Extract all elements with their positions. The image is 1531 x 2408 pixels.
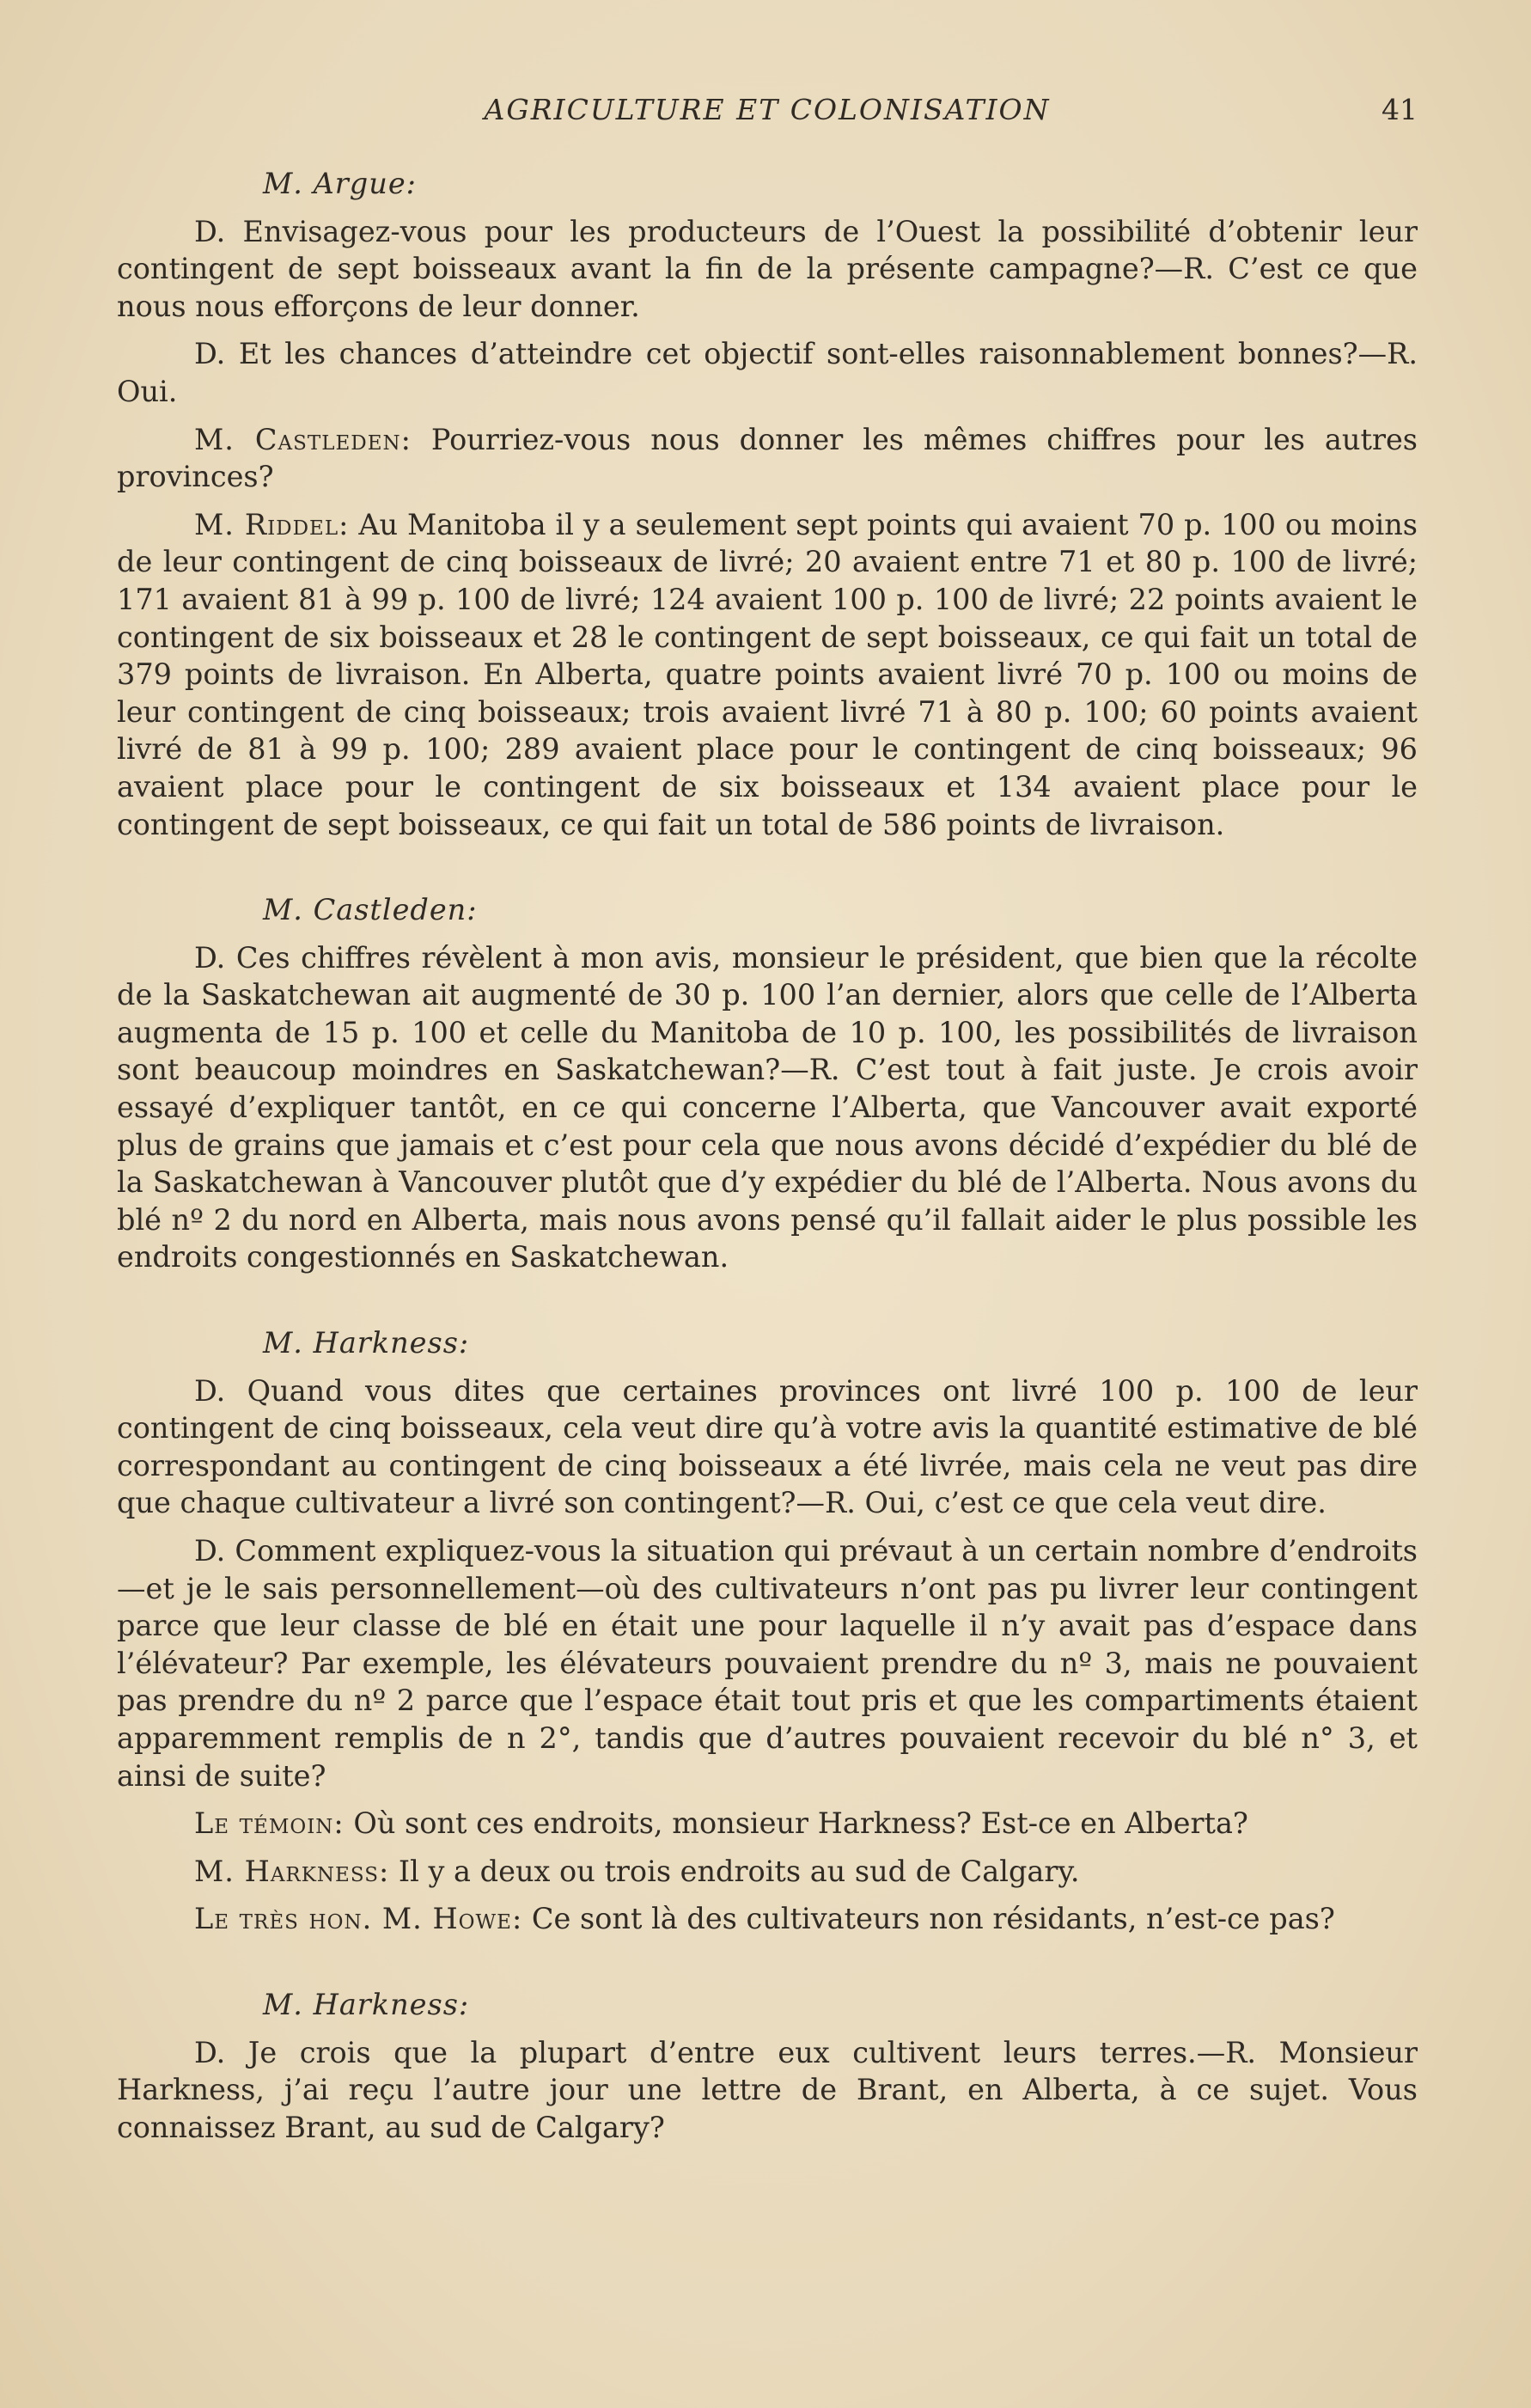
paragraph bbox=[117, 1853, 1418, 1891]
paragraph-text: Il y a deux ou trois endroits au sud de Calgary. bbox=[389, 1854, 1080, 1888]
paragraph-text: Où sont ces endroits, monsieur Harkness? Est-ce en Alberta? bbox=[344, 1806, 1248, 1841]
speaker-heading: M. Harkness: bbox=[263, 1326, 470, 1360]
section-spacer bbox=[117, 853, 1418, 891]
paragraph bbox=[117, 1532, 1418, 1794]
speaker-lead: Le très hon. M. Howe: bbox=[194, 1902, 523, 1936]
paragraph-text: D. Ces chiffres révèlent à mon avis, monsieur le président, que bien que la récolte de la Saskatchewan ait augmenté de 30 p. 100 l’an dernier, alors que celle de l’Alberta augmenta de 15 p. 100 et celle du Manitoba de 10 p. 100, les possibilités de livraison sont beaucoup moindres en Saskatchewan?—R. C’est tout à fait juste. Je crois avoir essayé d’expliquer tantôt, en ce qui concerne l’Alberta, que Vancouver avait exporté plus de grains que jamais et c’est pour cela que nous avons décidé d’expédier du blé de la Saskatchewan à Vancouver plutôt que d’y expédier du blé de l’Alberta. Nous avons du blé nº 2 du nord en Alberta, mais nous avons pensé qu’il fallait aider le plus possible les endroits congestionnés en Saskatchewan. bbox=[117, 940, 1418, 1274]
paragraph-text: D. Envisagez-vous pour les producteurs de l’Ouest la possibilité d’obtenir leur contingent de sept boisseaux avant la fin de la présente campagne?—R. C’est ce que nous nous efforçons de leur donner. bbox=[117, 214, 1418, 323]
paragraph-text: D. Je crois que la plupart d’entre eux cultivent leurs terres.—R. Monsieur Harkness, j’ai reçu l’autre jour une lettre de Brant, en Alberta, à ce sujet. Vous connaissez Brant, au sud de Calgary? bbox=[117, 2035, 1418, 2144]
speaker-heading: M. Castleden: bbox=[263, 893, 478, 927]
paragraph bbox=[117, 1372, 1418, 1522]
paragraph bbox=[117, 1900, 1418, 1938]
paragraph bbox=[117, 939, 1418, 1276]
paragraph bbox=[117, 335, 1418, 410]
speaker-lead: M. Harkness: bbox=[194, 1854, 390, 1888]
page-number: 41 bbox=[1382, 93, 1418, 126]
paragraph-text: Pourriez-vous nous donner les mêmes chiffres pour les autres provinces? bbox=[117, 422, 1418, 494]
speaker-lead: M. Castleden: bbox=[194, 422, 412, 456]
paragraph-text: Au Manitoba il y a seulement sept points qui avaient 70 p. 100 ou moins de leur contingent de cinq boisseaux de livré; 20 avaient entre 71 et 80 p. 100 de livré; 171 avaient 81 à 99 p. 100 de livré; 124 avaient 100 p. 100 de livré; 22 points avaient le contingent de six boisseaux et 28 le contingent de sept boisseaux, ce qui fait un total de 379 points de livraison. En Alberta, quatre points avaient livré 70 p. 100 ou moins de leur contingent de cinq boisseaux; trois avaient livré 71 à 80 p. 100; 60 points avaient livré de 81 à 99 p. 100; 289 avaient place pour le contingent de cinq boisseaux; 96 avaient place pour le contingent de six boisseaux et 134 avaient place pour le contingent de sept boisseaux, ce qui fait un total de 586 points de livraison. bbox=[117, 507, 1418, 841]
paragraph-text: Ce sont là des cultivateurs non résidants, n’est-ce pas? bbox=[522, 1902, 1335, 1936]
document-body bbox=[117, 165, 1418, 2156]
section-spacer bbox=[117, 1948, 1418, 1986]
paragraph-text: D. Quand vous dites que certaines provinces ont livré 100 p. 100 de leur contingent de cinq boisseaux, cela veut dire qu’à votre avis la quantité estimative de blé correspondant au contingent de cinq boisseaux a été livrée, mais cela ne veut pas dire que chaque cultivateur a livré son contingent?—R. Oui, c’est ce que cela veut dire. bbox=[117, 1373, 1418, 1520]
running-header bbox=[117, 93, 1418, 132]
running-title: AGRICULTURE ET COLONISATION bbox=[484, 93, 1051, 126]
paragraph bbox=[117, 2034, 1418, 2147]
paragraph-text: D. Et les chances d’atteindre cet objectif sont-elles raisonnablement bonnes?—R. Oui. bbox=[117, 337, 1418, 408]
paragraph bbox=[117, 506, 1418, 843]
paragraph-text: D. Comment expliquez-vous la situation qui prévaut à un certain nombre d’endroits—et je le sais personnellement—où des cultivateurs n’ont pas pu livrer leur contingent parce que leur classe de blé en était une pour laquelle il n’y avait pas d’espace dans l’élévateur? Par exemple, les élévateurs pouvaient prendre du nº 3, mais ne pouvaient pas prendre du nº 2 parce que l’espace était tout pris et que les compartiments étaient apparemment remplis de n 2°, tandis que d’autres pouvaient recevoir du blé n° 3, et ainsi de suite? bbox=[117, 1534, 1418, 1793]
paragraph bbox=[117, 421, 1418, 496]
speaker-lead: Le témoin: bbox=[194, 1806, 345, 1841]
speaker-heading: M. Argue: bbox=[263, 167, 417, 200]
paragraph bbox=[117, 1805, 1418, 1843]
paragraph bbox=[117, 213, 1418, 326]
section-spacer bbox=[117, 1287, 1418, 1324]
speaker-heading: M. Harkness: bbox=[263, 1987, 470, 2021]
speaker-lead: M. Riddel: bbox=[194, 507, 350, 541]
